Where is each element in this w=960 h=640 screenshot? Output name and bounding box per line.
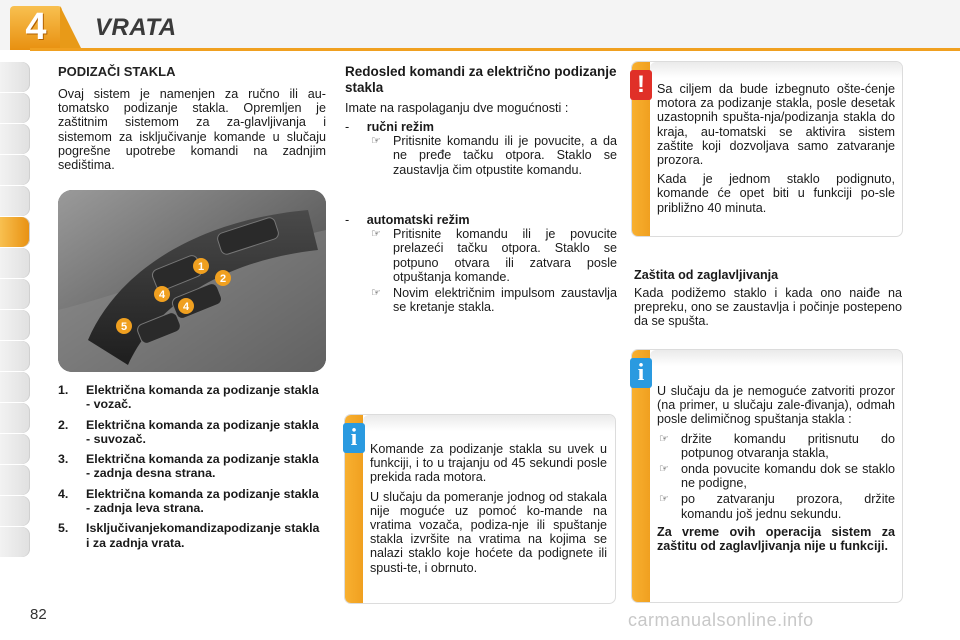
side-tab[interactable]	[0, 465, 30, 495]
chapter-tab-slant	[60, 6, 82, 50]
protection-text: Kada podižemo staklo i kada ono naiđe na prepreku, ono se zaustavlja i počinje postepeno da se spušta.	[634, 286, 902, 329]
intro-paragraph: Ovaj sistem je namenjen za ručno ili au-tomatsko podizanje stakla. Opremljen je zaštitnim sistemom za za-glavljivanja i sistemom za isključivanje komande u slučaju pogrešne upotrebe komandi na zadnjim sedištima.	[58, 87, 326, 173]
mode-automatic: - automatski režim ☞ Pritisnite komandu ili je povucite prelazeći tačku otpora. Staklo se potpuno otvara ili zatvara posle otpuštanja komande. ☞ Novim električnim impulsom zaustavlja se kretanje stakla.	[345, 213, 617, 315]
side-tab[interactable]	[0, 62, 30, 92]
side-tab[interactable]	[0, 372, 30, 402]
photo-label: 5	[120, 321, 128, 333]
bullet-item: ☞ držite komandu pritisnutu do potpunog otvaranja stakla,	[659, 431, 895, 460]
info-box-freeze	[632, 350, 902, 602]
side-tab[interactable]	[0, 248, 30, 278]
photo-label: 4	[182, 301, 190, 313]
warning-paragraph: Sa ciljem da bude izbegnuto ošte-ćenje motora za podizanje stakla, posle desetak uzastopnih spušta-nja/podizanja stakla do kraja, au-tomatski se aktivira sistem zaštite koji dozvoljava samo zatvaranje prozora.	[657, 82, 895, 168]
section-heading: Redosled komandi za električno podizanje stakla	[345, 64, 617, 95]
side-tab[interactable]	[0, 155, 30, 185]
bullet-item: ☞ onda povucite komandu dok se staklo ne podigne,	[659, 462, 895, 491]
warning-paragraph: Kada je jednom staklo podignuto, komande će opet biti u funkciji po-sle približno 40 minuta.	[657, 172, 895, 215]
window-switch-photo	[58, 190, 326, 372]
side-tab[interactable]	[0, 310, 30, 340]
info-paragraph: Komande za podizanje stakla su uvek u funkciji, i to u trajanju od 45 sekundi posle prekida rada motora.	[370, 442, 607, 485]
window-switch-illustration	[58, 190, 326, 372]
chapter-title: VRATA	[95, 14, 177, 41]
photo-label: 1	[197, 261, 205, 273]
side-tab[interactable]	[0, 341, 30, 371]
controls-legend	[58, 383, 326, 556]
info-icon: i	[343, 423, 365, 453]
protection-title: Zaštita od zaglavljivanja	[634, 268, 779, 282]
list-item: 2. Električna komanda za podizanje stakla - suvozač.	[58, 417, 319, 446]
bullet-item: ☞ po zatvaranju prozora, držite komandu još jednu sekundu.	[659, 492, 895, 521]
list-item: 5. Isključivanjekomandizapodizanje stakla i za zadnja vrata.	[58, 521, 320, 550]
list-item: 4. Električna komanda za podizanje stakla - zadnja leva strana.	[58, 486, 319, 516]
bold-note: Za vreme ovih operacija sistem za zaštitu od zaglavljivanja nije u funkciji.	[657, 524, 895, 554]
side-tab[interactable]	[0, 186, 30, 216]
info-icon: i	[630, 358, 652, 388]
side-tab[interactable]	[0, 527, 30, 557]
watermark: carmanualsonline.info	[628, 610, 814, 630]
side-tab-active[interactable]	[0, 217, 30, 247]
page-number: 82	[30, 606, 47, 623]
side-tab[interactable]	[0, 279, 30, 309]
side-tab[interactable]	[0, 93, 30, 123]
side-tab[interactable]	[0, 496, 30, 526]
warning-box	[632, 62, 902, 236]
info-paragraph: U slučaju da pomeranje jodnog od stakala nije moguće uz pomoć ko-mande na vratima vozača, podiza-nje ili spuštanje stakla izvršite na vratima na kojima se nalazi staklo koje hoćete da podignete ili spusti-te, i obrnuto.	[370, 489, 607, 575]
info-paragraph: U slučaju da je nemoguće zatvoriti prozor (na primer, u slučaju zale-đivanja), odmah posle delimičnog spuštanja stakla :	[657, 384, 895, 427]
photo-label: 2	[219, 273, 227, 285]
list-item: 1. Električna komanda za podizanje stakla - vozač.	[58, 383, 319, 412]
chapter-side-tabs	[0, 62, 34, 558]
side-tab[interactable]	[0, 124, 30, 154]
section-title: PODIZAČI STAKLA	[58, 64, 176, 79]
info-box-timing	[345, 415, 615, 603]
mode-label: automatski režim	[366, 213, 470, 227]
list-item: 3. Električna komanda za podizanje stakla - zadnja desna strana.	[58, 452, 319, 481]
side-tab[interactable]	[0, 434, 30, 464]
options-intro: Imate na raspolaganju dve mogućnosti :	[345, 101, 569, 115]
side-tab[interactable]	[0, 403, 30, 433]
mode-label: ručni režim	[366, 120, 434, 134]
warning-icon: !	[630, 70, 652, 100]
header-rule	[30, 48, 960, 51]
chapter-number: 4	[25, 6, 47, 48]
photo-label: 4	[158, 289, 166, 301]
mode-manual: - ručni režim ☞ Pritisnite komandu ili je povucite, a da ne pređe tačku otpora. Staklo se zaustavlja čim otpustite komandu.	[345, 120, 617, 177]
